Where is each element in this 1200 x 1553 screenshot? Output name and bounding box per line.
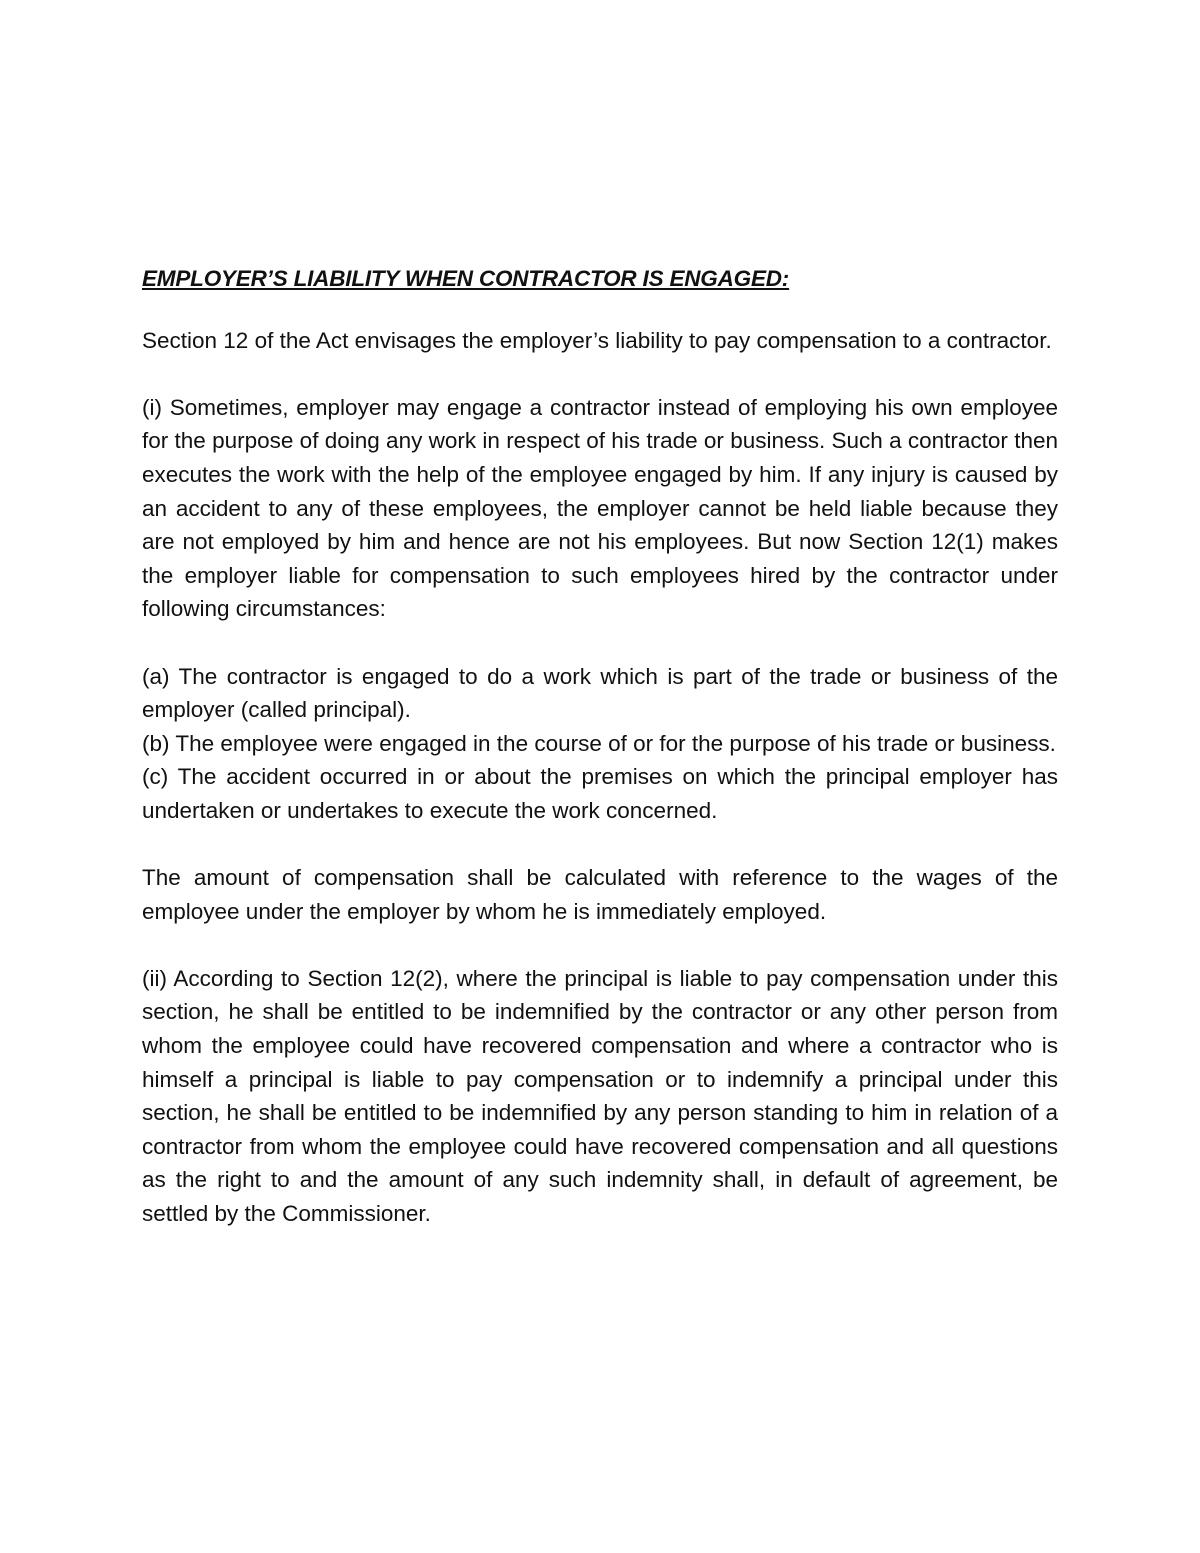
compensation-amount-paragraph: The amount of compensation shall be calculated with reference to the wages of the employee under the employer by whom he is immediately employed.: [142, 865, 1058, 924]
document-body: [142, 262, 1058, 1231]
point-ii-paragraph: (ii) According to Section 12(2), where the principal is liable to pay compensation under this section, he shall be entitled to be indemnified by the contractor or any other person from whom the employee could have recovered compensation and where a contractor who is himself a principal is liable to pay compensation or to indemnify a principal under this section, he shall be entitled to be indemnified by any person standing to him in relation of a contractor from whom the employee could have recovered compensation and all questions as the right to and the amount of any such indemnity shall, in default of agreement, be settled by the Commissioner.: [142, 965, 1058, 1227]
section-heading: EMPLOYER’S LIABILITY WHEN CONTRACTOR IS ENGAGED:: [142, 266, 790, 291]
condition-b-paragraph: (b) The employee were engaged in the course of or for the purpose of his trade or business.: [142, 730, 1056, 756]
point-i-paragraph: (i) Sometimes, employer may engage a contractor instead of employing his own employee for the purpose of doing any work in respect of his trade or business. Such a contractor then executes the work with the help of the employee engaged by him. If any injury is caused by an accident to any of these employees, the employer cannot be held liable because they are not employed by him and hence are not his employees. But now Section 12(1) makes the employer liable for compensation to such employees hired by the contractor under following circumstances:: [142, 394, 1058, 622]
condition-c-paragraph: (c) The accident occurred in or about the premises on which the principal employer has undertaken or undertakes to execute the work concerned.: [142, 764, 1058, 823]
condition-a-paragraph: (a) The contractor is engaged to do a work which is part of the trade or business of the employer (called principal).: [142, 663, 1058, 723]
intro-paragraph: Section 12 of the Act envisages the employer’s liability to pay compensation to a contractor.: [142, 327, 1052, 353]
